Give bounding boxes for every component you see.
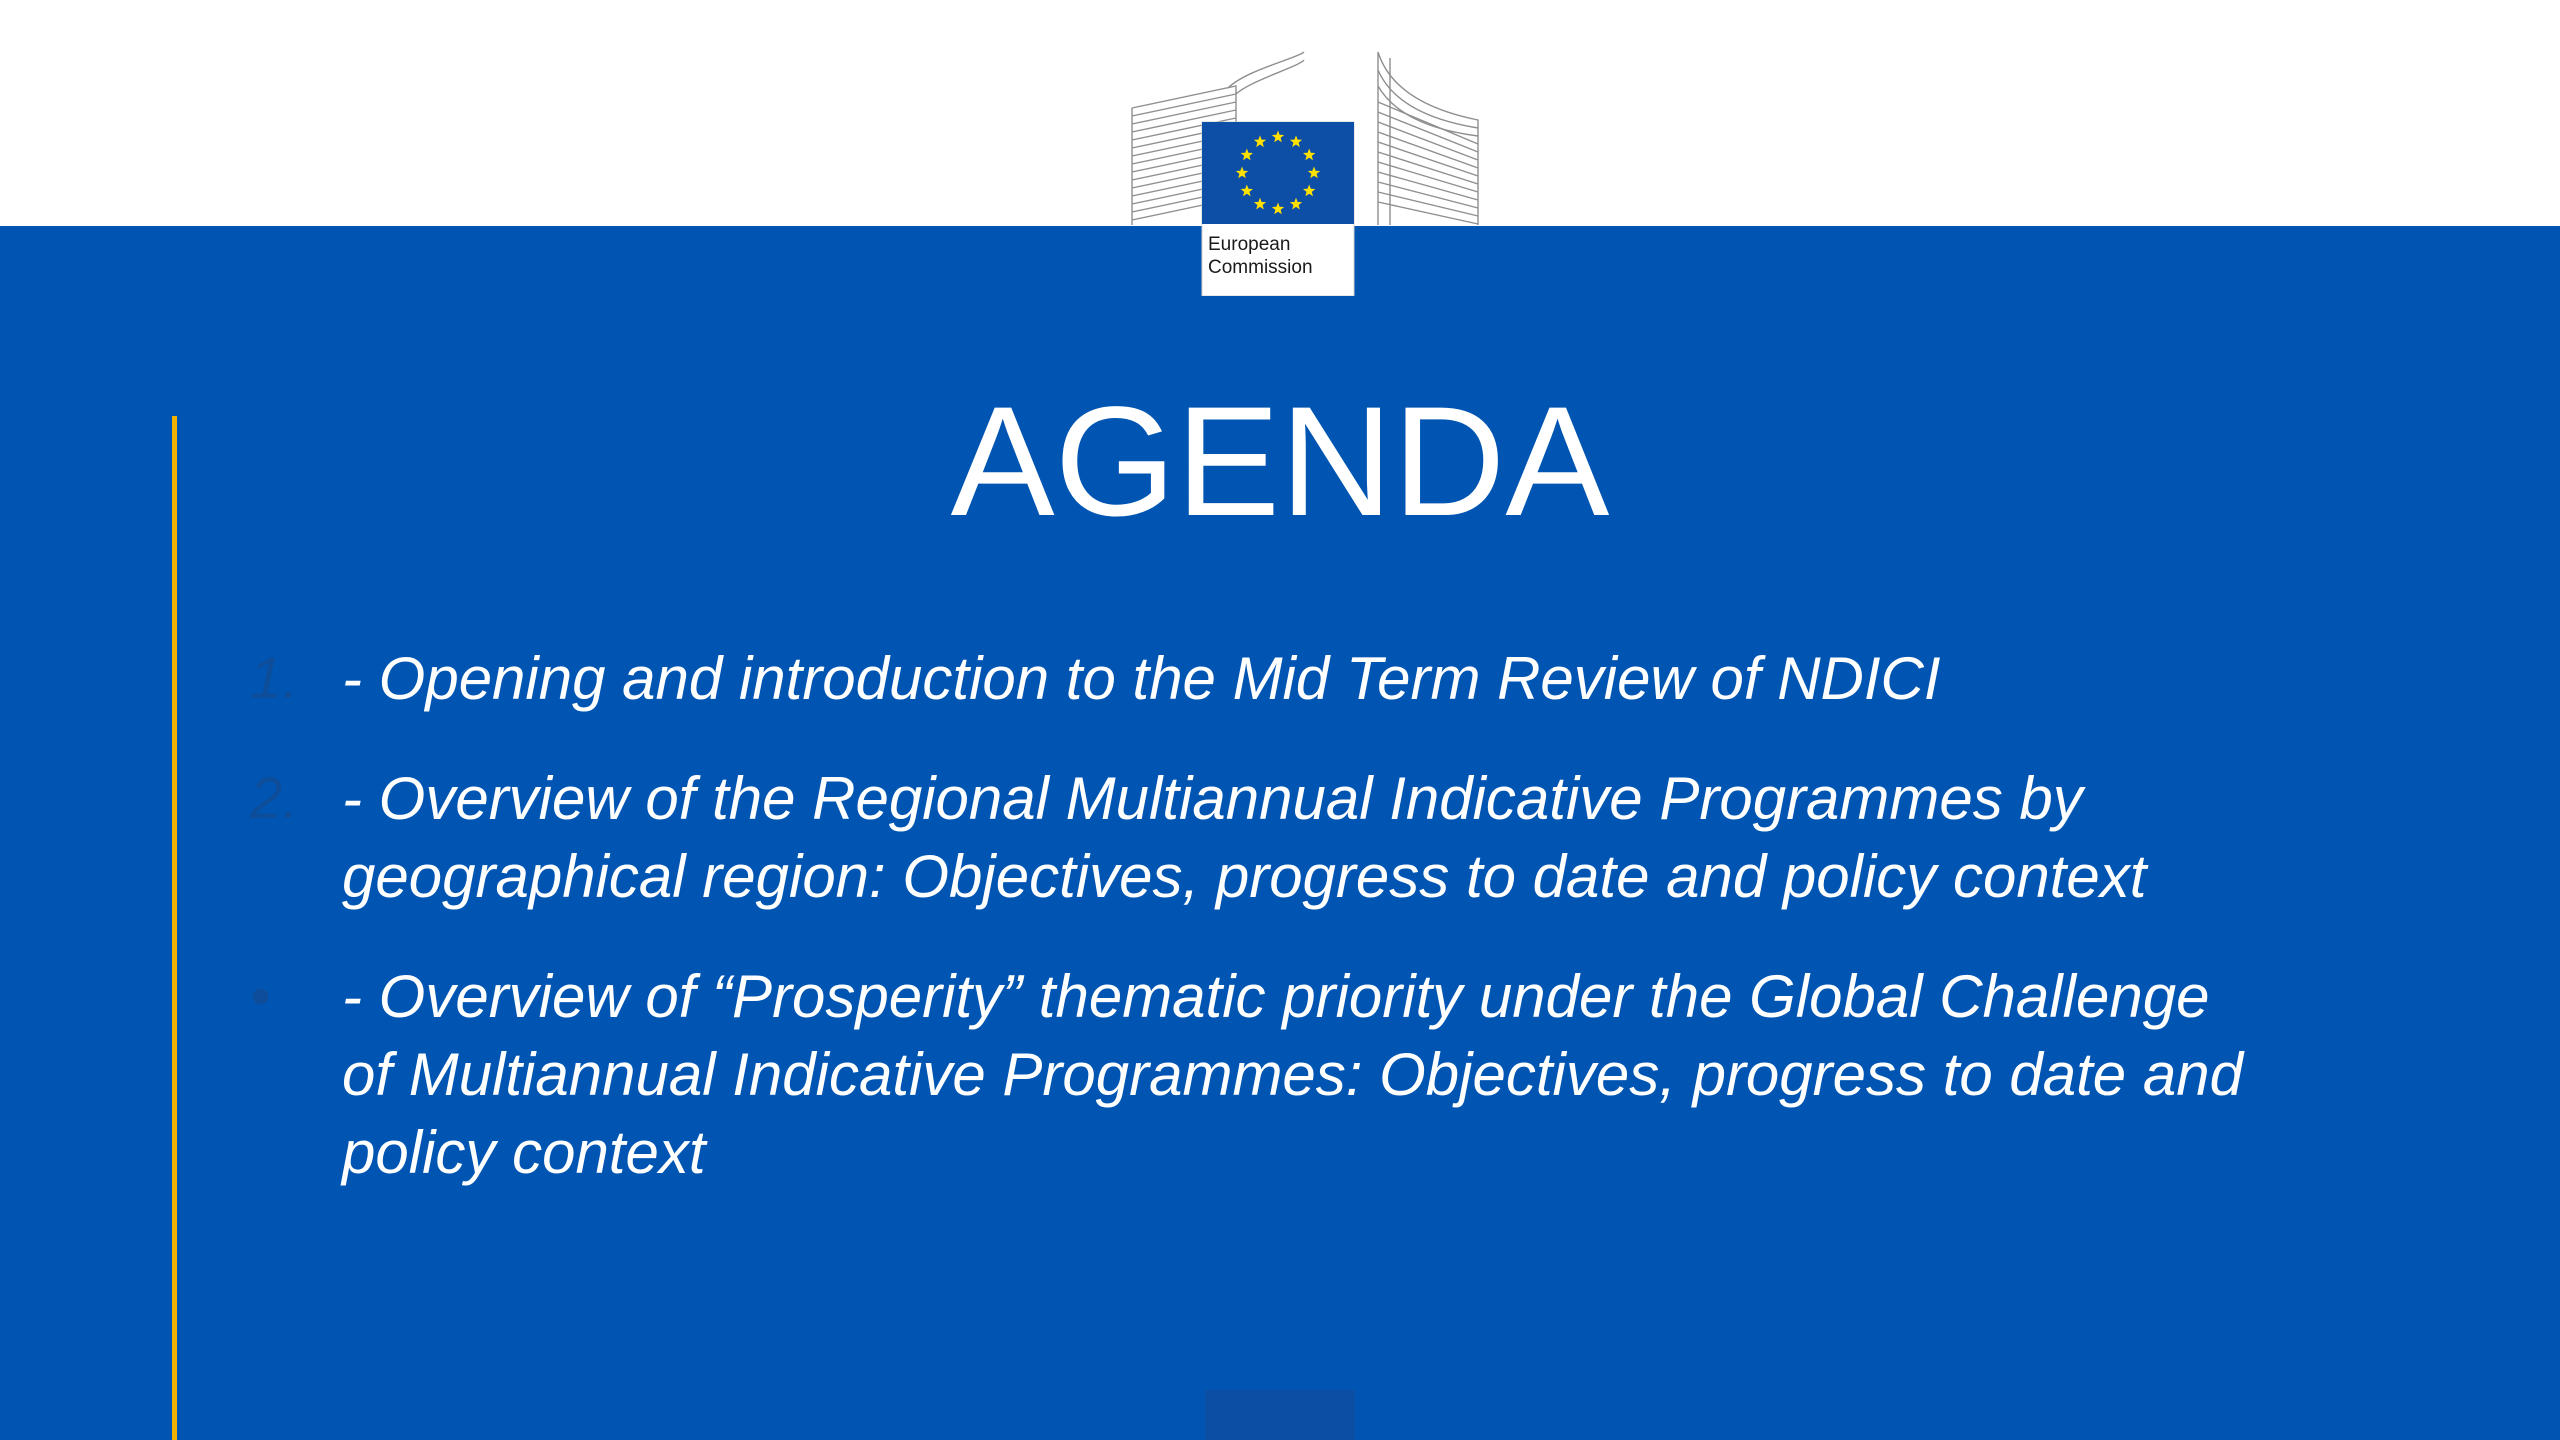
agenda-item-marker: 2.: [250, 766, 299, 831]
agenda-item-2: [250, 760, 2400, 916]
logo-text-line1: European: [1208, 234, 1291, 255]
agenda-item-text: - Overview of the Regional Multiannual Indicative Programmes by geographical region: Objectives, progress to date and policy context: [342, 765, 2147, 910]
agenda-list: [250, 640, 2400, 1234]
accent-line: [172, 416, 177, 1440]
agenda-item-text: - Opening and introduction to the Mid Term Review of NDICI: [342, 645, 1941, 712]
footer-tab: [1205, 1390, 1355, 1440]
building-right-icon: [1378, 52, 1478, 225]
agenda-item-3: [250, 958, 2400, 1192]
logo-text-line2: Commission: [1208, 257, 1313, 278]
agenda-item-1: [250, 640, 2400, 718]
agenda-item-marker: 1.: [250, 646, 299, 711]
european-commission-logo: [1128, 50, 1482, 296]
page-title: AGENDA: [950, 375, 1610, 549]
agenda-item-text: - Overview of “Prosperity” thematic priority under the Global Challenge of Multiannual Indicative Programmes: Objectives, progress to date and policy context: [342, 963, 2243, 1186]
agenda-item-marker: •: [250, 964, 271, 1029]
